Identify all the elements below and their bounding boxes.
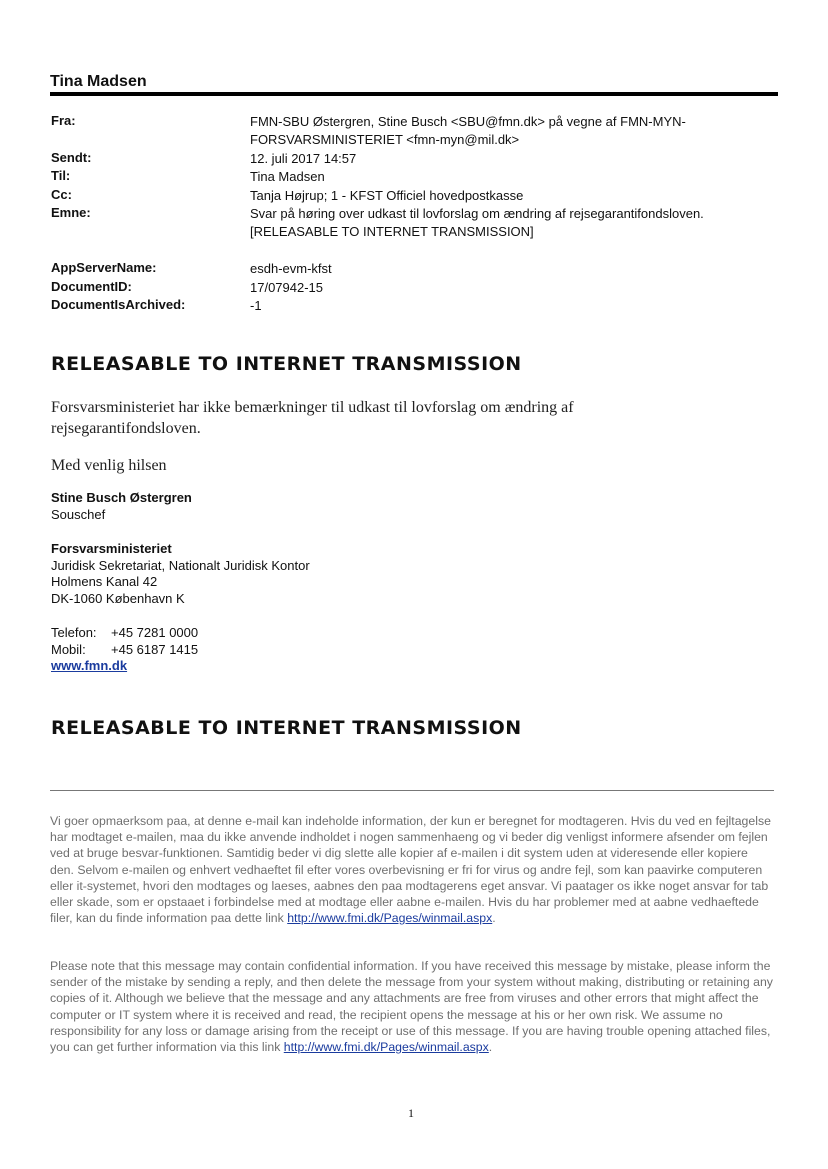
- mobile-value: +45 6187 1415: [111, 641, 199, 657]
- banner-top: RELEASABLE TO INTERNET TRANSMISSION: [51, 353, 522, 375]
- website-link[interactable]: www.fmn.dk: [51, 658, 128, 673]
- department: Juridisk Sekretariat, Nationalt Juridisk Kontor: [51, 557, 310, 573]
- cc-value: Tanja Højrup; 1 - KFST Officiel hovedpostkasse: [250, 188, 524, 203]
- app-server-label: AppServerName:: [51, 260, 157, 275]
- signature-title: Souschef: [51, 506, 106, 522]
- banner-bottom: RELEASABLE TO INTERNET TRANSMISSION: [51, 717, 522, 739]
- phone-label: Telefon:: [51, 625, 97, 640]
- greeting: Med venlig hilsen: [51, 457, 167, 474]
- disclaimer-danish-period: .: [492, 911, 496, 926]
- disclaimer-english: [50, 958, 775, 1055]
- city-address: DK-1060 København K: [51, 590, 185, 606]
- to-label: Til:: [51, 168, 71, 183]
- archived-label: DocumentIsArchived:: [51, 297, 186, 312]
- header-rule: [50, 92, 778, 96]
- subject-value: Svar på høring over udkast til lovforslag om ændring af rejsegarantifondsloven. [RELEASABLE TO INTERNET TRANSMISSION]: [250, 206, 704, 239]
- sent-value: 12. juli 2017 14:57: [250, 151, 357, 166]
- disclaimer-danish-text: Vi goer opmaerksom paa, at denne e-mail kan indeholde information, der kun er beregnet for modtageren. Hvis du ved en fejltagelse har modtaget e-mailen, maa du ikke anvende indholdet i nogen sammenhaeng og vi beder dig venligst informere afsender om fejlen ved at bruge besvar-funktionen. Samtidig beder vi dig slette alle kopier af e-mailen i dit system uden at videresende eller kopiere den. Selvom e-mailen og enhvert vedhaeftet fil efter vores overbevisning er fri for virus og andre fejl, som kan paavirke computeren eller it-systemet, hvori den modtages og laeses, aabnes den paa modtagerens eget ansvar. Vi paatager os ikke noget ansvar for tab eller skade, som er opstaaet i forbindelse med at modtage eller aabne e-mailen. Hvis du har problemer med at aabne vedhaeftede filer, kan du finde information paa dette link: [50, 814, 771, 926]
- subject-label: Emne:: [51, 205, 91, 220]
- from-label: Fra:: [51, 113, 76, 128]
- to-value: Tina Madsen: [250, 169, 325, 184]
- signature-name: Stine Busch Østergren: [51, 490, 192, 505]
- document-id-label: DocumentID:: [51, 279, 132, 294]
- sent-label: Sendt:: [51, 150, 92, 165]
- app-server-value: esdh-evm-kfst: [250, 261, 332, 276]
- page-number: 1: [408, 1106, 414, 1120]
- mobile-label: Mobil:: [51, 641, 86, 657]
- signature-block: [51, 490, 192, 523]
- street-address: Holmens Kanal 42: [51, 574, 158, 589]
- archived-value: -1: [250, 298, 262, 313]
- organization-name: Forsvarsministeriet: [51, 541, 172, 556]
- message-body: Forsvarsministeriet har ikke bemærkninger til udkast til lovforslag om ændring af rejsegarantifondsloven.: [51, 399, 574, 437]
- document-id-value: 17/07942-15: [250, 280, 324, 295]
- organization-block: [51, 541, 310, 607]
- cc-label: Cc:: [51, 187, 72, 202]
- header-name: Tina Madsen: [50, 73, 147, 90]
- disclaimer-danish: [50, 813, 775, 926]
- from-value: FMN-SBU Østergren, Stine Busch <SBU@fmn.dk> på vegne af FMN-MYN-FORSVARSMINISTERIET <fmn-myn@mil.dk>: [250, 114, 686, 147]
- disclaimer-english-text: Please note that this message may contain confidential information. If you have received this message by mistake, please inform the sender of the mistake by sending a reply, and then delete the message from your system without making, distributing or retaining any copies of it. Although we believe that the message and any attachments are free from viruses and other errors that might affect the computer or IT system where it is received and read, the recipient opens the message at his or her own risk. We assume no responsibility for any loss or damage arising from the receipt or use of this message. If you are having trouble opening attached files, you can get further information via this link: [50, 959, 773, 1055]
- phone-value: +45 7281 0000: [111, 625, 199, 640]
- disclaimer-english-link[interactable]: http://www.fmi.dk/Pages/winmail.aspx: [283, 1040, 489, 1055]
- disclaimer-english-period: .: [488, 1040, 493, 1055]
- footer-divider: [50, 790, 774, 791]
- contact-block: [51, 625, 198, 675]
- disclaimer-danish-link[interactable]: http://www.fmi.dk/Pages/winmail.aspx: [287, 911, 493, 926]
